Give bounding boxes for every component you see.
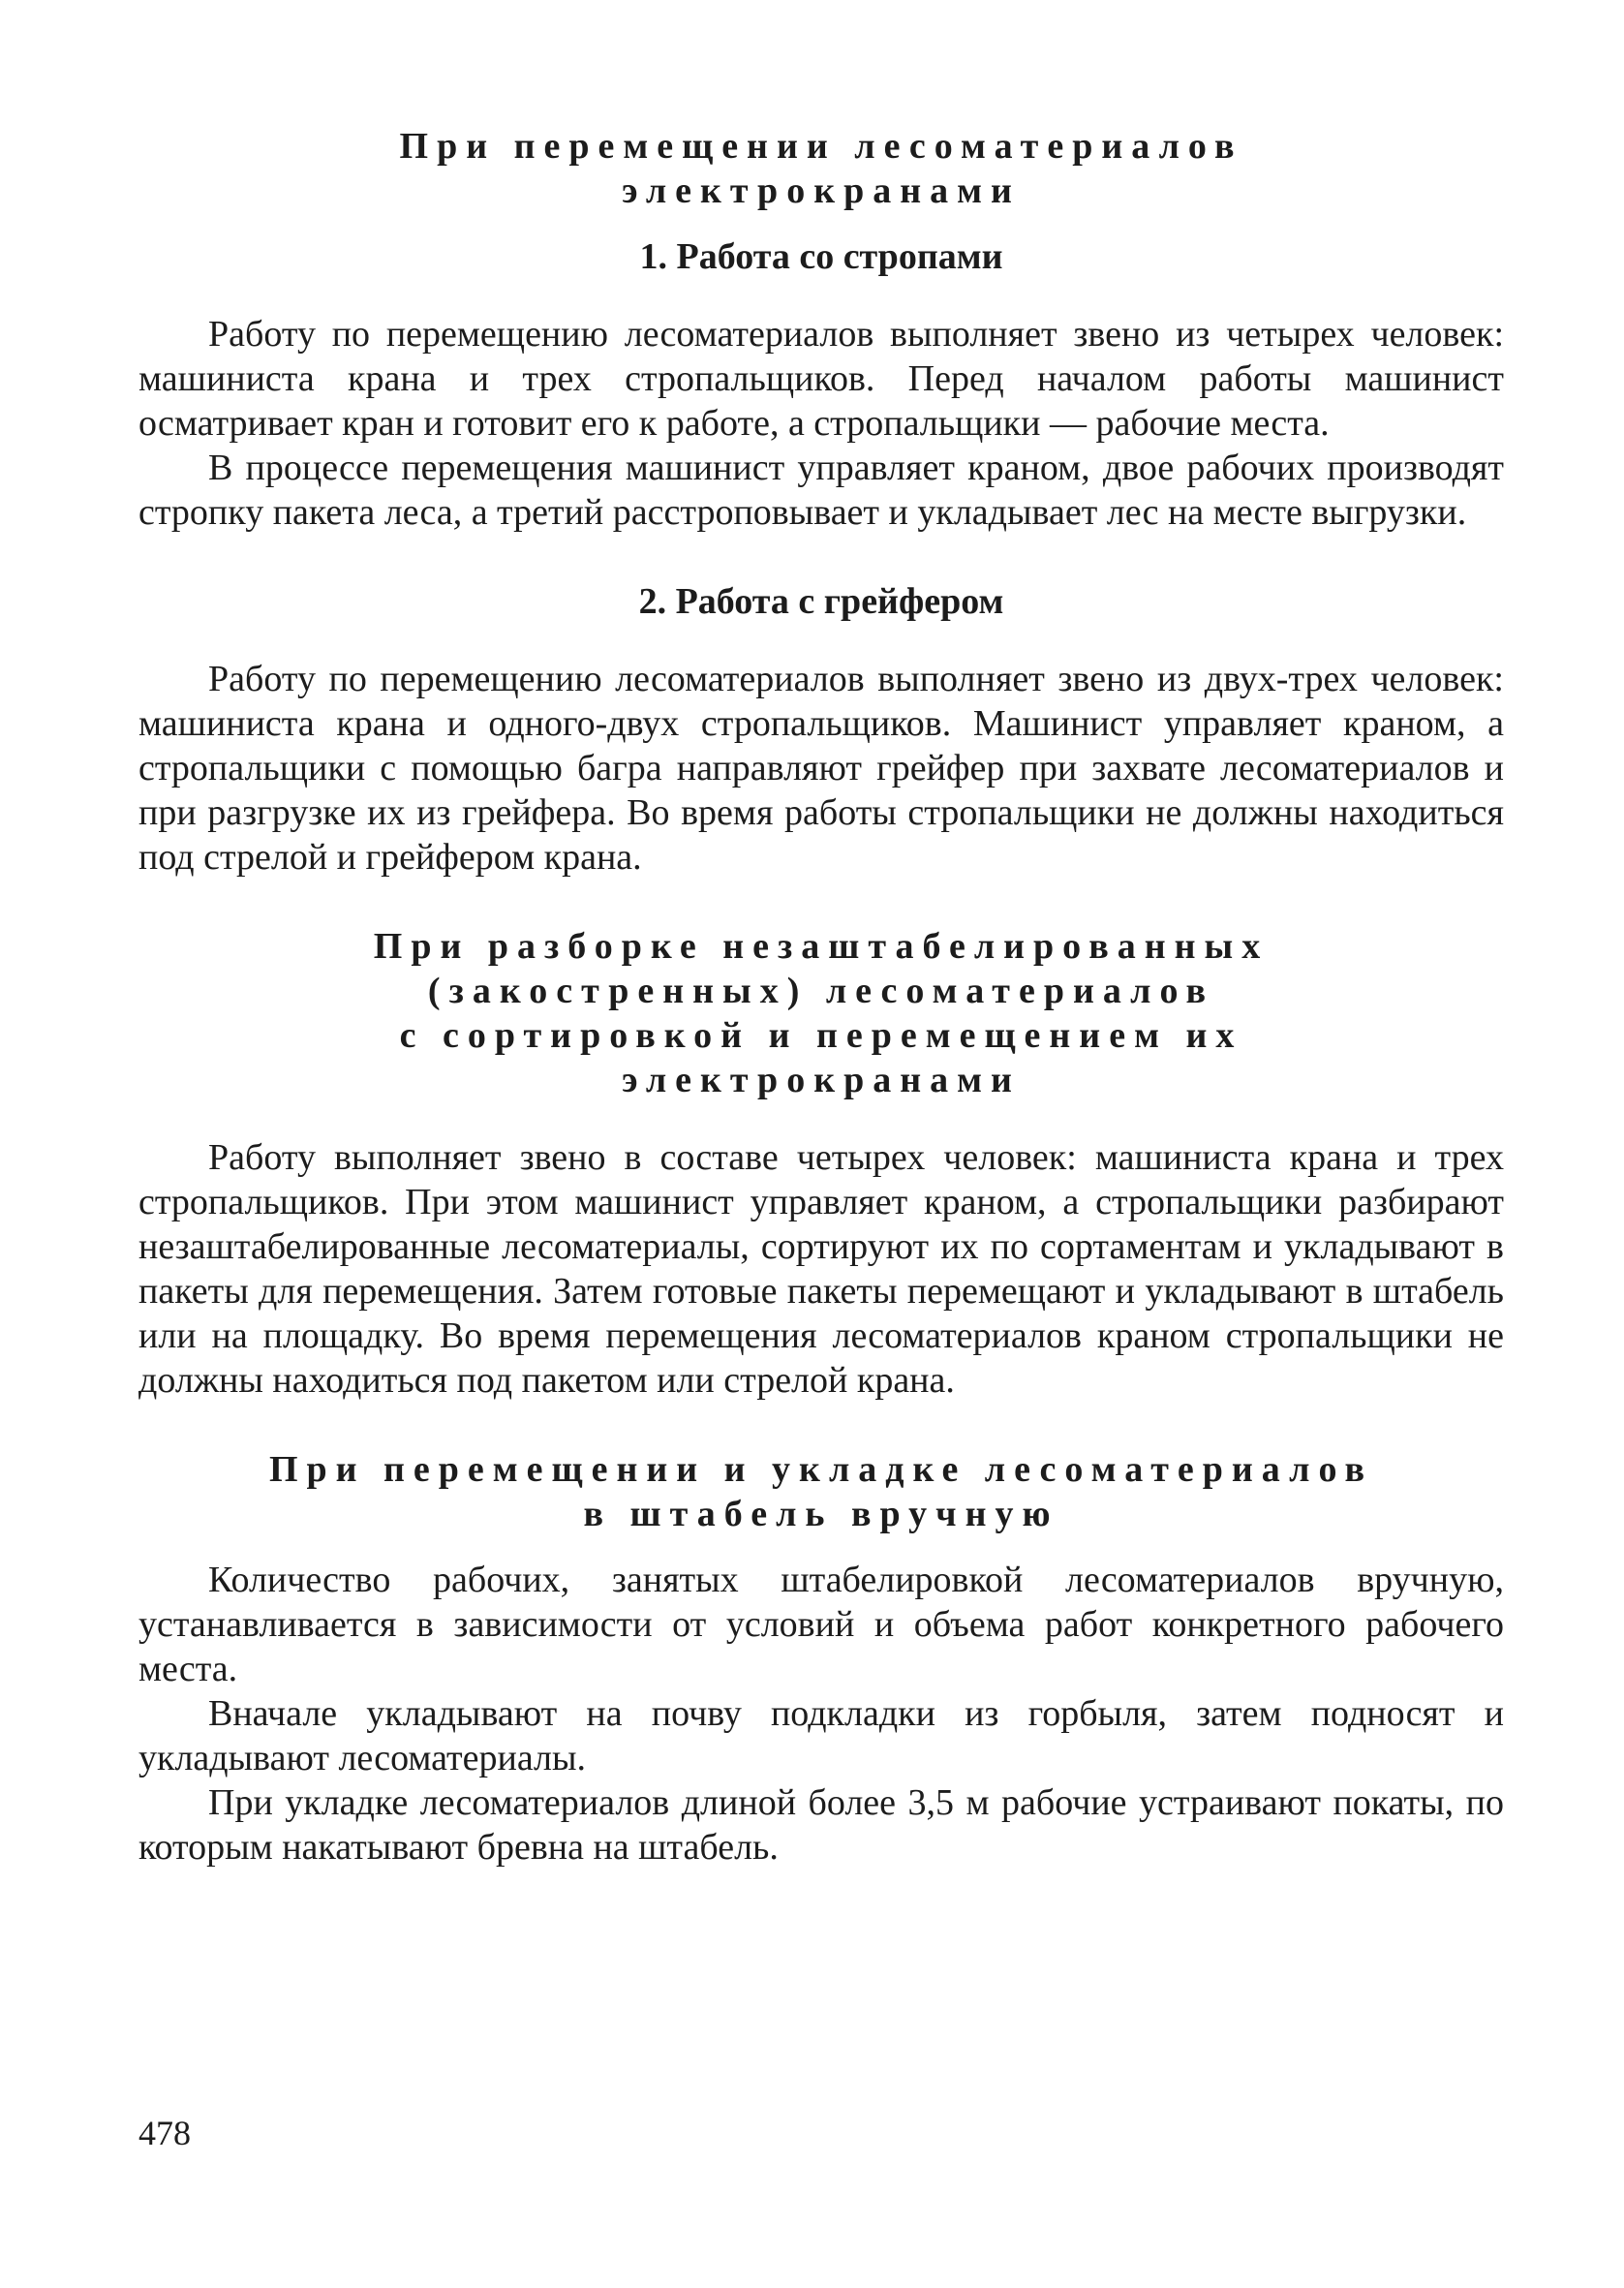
heading-line: электрокранами	[622, 170, 1021, 211]
paragraph: Количество рабочих, занятых штабелировкой лесоматериалов вручную, устанавливается в зависимости от условий и объема работ конкретного рабочего места.	[138, 1560, 1504, 1689]
paragraph: Вначале укладывают на почву подкладки из горбыля, затем подносят и укладывают лесоматериалы.	[138, 1693, 1504, 1778]
heading-line: При перемещении и укладке лесоматериалов	[268, 1449, 1374, 1490]
heading-line: электрокранами	[622, 1060, 1021, 1100]
subheading-slings: 1. Работа со стропами	[639, 236, 1003, 277]
heading-line: в штабель вручную	[583, 1494, 1059, 1534]
paragraph: Работу по перемещению лесоматериалов выполняет звено из двух-трех человек: машиниста крана и одного-двух стропальщиков. Машинист управляет краном, а стропальщики с помощью багра направляют грейфер при захвате лесоматериалов и при разгрузке их из грейфера. Во время работы стропальщики не должны находиться под стрелой и грейфером крана.	[138, 659, 1504, 878]
paragraph: Работу по перемещению лесоматериалов выполняет звено из четырех человек: машиниста крана и трех стропальщиков. Перед началом работы машинист осматривает кран и готовит его к работе, а стропальщики — рабочие места.	[138, 314, 1504, 444]
section-heading-manual-stacking	[138, 1447, 1504, 1536]
heading-line: с сортировкой и перемещением их	[399, 1015, 1243, 1056]
heading-line: (закостренных) лесоматериалов	[427, 971, 1215, 1011]
heading-line: При перемещении лесоматериалов	[399, 126, 1243, 167]
subheading-grab: 2. Работа с грейфером	[638, 581, 1004, 622]
section-heading-electric-cranes	[138, 124, 1504, 213]
paragraph: В процессе перемещения машинист управляет краном, двое рабочих производят стропку пакета леса, а третий расстроповывает и укладывает лес на месте выгрузки.	[138, 448, 1504, 533]
text-column	[138, 124, 1504, 1870]
section-heading-unstacked-timber	[138, 924, 1504, 1102]
heading-line: При разборке незаштабелированных	[373, 926, 1270, 967]
paragraph: При укладке лесоматериалов длиной более 3,5 м рабочие устраивают покаты, по которым накатывают бревна на штабель.	[138, 1782, 1504, 1868]
page-number: 478	[138, 2114, 191, 2152]
paragraph: Работу выполняет звено в составе четырех человек: машиниста крана и трех стропальщиков. При этом машинист управляет краном, а стропальщики разбирают незаштабелированные лесоматериалы, сортируют их по сортаментам и укладывают в пакеты для перемещения. Затем готовые пакеты перемещают и укладывают в штабель или на площадку. Во время перемещения лесоматериалов краном стропальщики не должны находиться под пакетом или стрелой крана.	[138, 1137, 1504, 1401]
